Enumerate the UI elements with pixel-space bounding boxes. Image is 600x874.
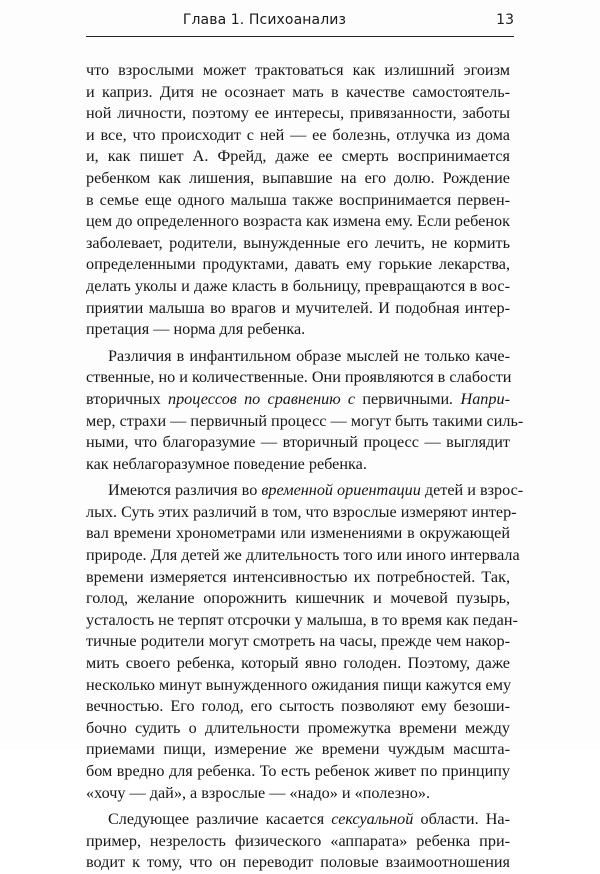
text-line — [86, 168, 510, 190]
text-run: мер, страхи — первичный процесс — могут быть такими силь- — [86, 411, 524, 430]
text-run: ной личности, поэтому ее интересы, привязанности, заботы — [86, 104, 510, 123]
text-run: бочно судить о длительности промежутка времени между — [86, 718, 510, 737]
text-run: несколько минут вынужденного ожидания пищи кажутся ему — [86, 675, 512, 694]
text-run: тичные родители могут смотреть на часы, прежде чем накор- — [86, 632, 510, 651]
text-line — [86, 761, 510, 783]
text-run: делать уколы и даже класть в больницу, превращаются в вос- — [86, 276, 510, 295]
text-run: и каприз. Дитя не осознает мать в качестве самостоятель- — [86, 82, 510, 101]
italic-term: . Напри- — [449, 389, 510, 408]
text-line — [86, 389, 510, 411]
text-run: приемами пищи, измерение же времени чуждым масшта- — [86, 740, 510, 759]
text-line — [86, 233, 510, 255]
text-run: мить своего ребенка, который явно голоден. Поэтому, даже — [86, 654, 510, 673]
text-run: вал времени хронометрами или изменениями в окружающей — [86, 524, 510, 543]
text-line — [86, 718, 510, 740]
text-line — [86, 346, 510, 368]
text-line — [86, 696, 510, 718]
text-line — [86, 809, 510, 831]
text-line — [86, 567, 510, 589]
text-run: Различия в инфантильном образе мыслей не только каче- — [108, 346, 510, 365]
text-line — [86, 411, 524, 433]
paragraph — [86, 809, 510, 874]
text-line — [86, 852, 510, 874]
text-run: претация — норма для ребенка. — [86, 320, 306, 339]
text-line — [86, 367, 510, 389]
text-run: определенными продуктами, давать ему горькие лекарства, — [86, 255, 510, 274]
text-line — [86, 454, 510, 476]
text-run: в семье еще одного малыша также воспринимается первен- — [86, 190, 510, 209]
running-title: Глава 1. Психоанализ — [182, 12, 346, 28]
text-line — [86, 319, 510, 341]
body-text — [86, 60, 524, 874]
text-run: ными, что благоразумие — вторичный процесс — выглядит — [86, 433, 510, 452]
text-line — [86, 675, 510, 697]
text-line — [86, 739, 510, 761]
paragraph — [86, 60, 510, 341]
text-line — [86, 211, 510, 233]
paragraph — [86, 346, 524, 476]
text-line — [86, 254, 510, 276]
paragraph — [86, 480, 524, 804]
text-run: и все, что происходит с ней — ее болезнь, отлучка из дома — [86, 125, 510, 144]
text-line — [86, 545, 520, 567]
text-line — [86, 502, 517, 524]
text-line — [86, 831, 510, 853]
text-run: детей и взрос- — [420, 481, 524, 500]
text-line — [86, 610, 518, 632]
text-run: что взрослыми может трактоваться как излишний эгоизм — [86, 61, 510, 79]
text-run: времени измеряется интенсивностью их потребностей. Так, — [86, 567, 510, 586]
text-line — [86, 146, 510, 168]
text-run: как неблагоразумное поведение ребенка. — [86, 454, 367, 473]
page-number: 13 — [496, 12, 514, 28]
text-line — [86, 432, 510, 454]
italic-term: временной ориентации — [261, 481, 421, 500]
text-line — [86, 125, 510, 147]
text-line — [86, 480, 524, 502]
text-line — [86, 276, 510, 298]
text-run: первичными — [362, 389, 450, 408]
text-run: бом вредно для ребенка. То есть ребенок живет по принципу — [86, 762, 510, 780]
text-run: вторичных — [86, 389, 161, 408]
text-line — [86, 298, 510, 320]
text-run: ственные, но и количественные. Они проявляются в слабости — [86, 368, 512, 387]
text-run: голод, желание опорожнить кишечник и мочевой пузырь, — [86, 589, 510, 608]
text-run: ребенком как лишения, выпавшие на его долю. Рождение — [86, 168, 510, 187]
italic-term: процессов по сравнению с — [160, 389, 363, 408]
text-line — [86, 60, 510, 82]
text-run: Имеются различия во — [108, 481, 262, 500]
text-line — [86, 783, 510, 805]
text-line — [86, 82, 510, 104]
text-run: Следующее различие касается — [108, 810, 332, 829]
text-line — [86, 103, 510, 125]
text-line — [86, 190, 510, 212]
running-head — [86, 8, 514, 34]
text-line — [86, 523, 510, 545]
text-run: приятии малыша во врагов и мучителей. И подобная интер- — [86, 298, 510, 317]
text-run: заболевает, родители, вынужденные его лечить, не кормить — [86, 233, 510, 252]
text-run: усталость не терпят отсрочки у малыша, в то время как педан- — [86, 610, 518, 629]
text-run: области. На- — [413, 810, 510, 829]
text-run: вечностью. Его голод, его сытость позволяют ему безоши- — [86, 697, 510, 716]
italic-term: сексуальной — [331, 810, 414, 829]
text-run: цем до определенного возраста как измена ему. Если ребенок — [86, 212, 510, 231]
text-run: пример, незрелость физического «аппарата» ребенка при- — [86, 831, 510, 850]
text-run: природе. Для детей же длительность того или иного интервала — [86, 546, 520, 565]
text-line — [86, 631, 510, 653]
text-run: лых. Суть этих различий в том, что взрослые измеряют интер- — [86, 502, 517, 521]
text-run: и, как пишет А. Фрейд, даже ее смерть воспринимается — [86, 147, 510, 166]
header-rule — [86, 36, 514, 37]
text-run: «хочу — дай», а взрослые — «надо» и «полезно». — [86, 783, 431, 802]
text-line — [86, 588, 510, 610]
text-line — [86, 653, 510, 675]
text-run: водит к тому, что он переводит половые взаимоотношения — [86, 853, 510, 872]
